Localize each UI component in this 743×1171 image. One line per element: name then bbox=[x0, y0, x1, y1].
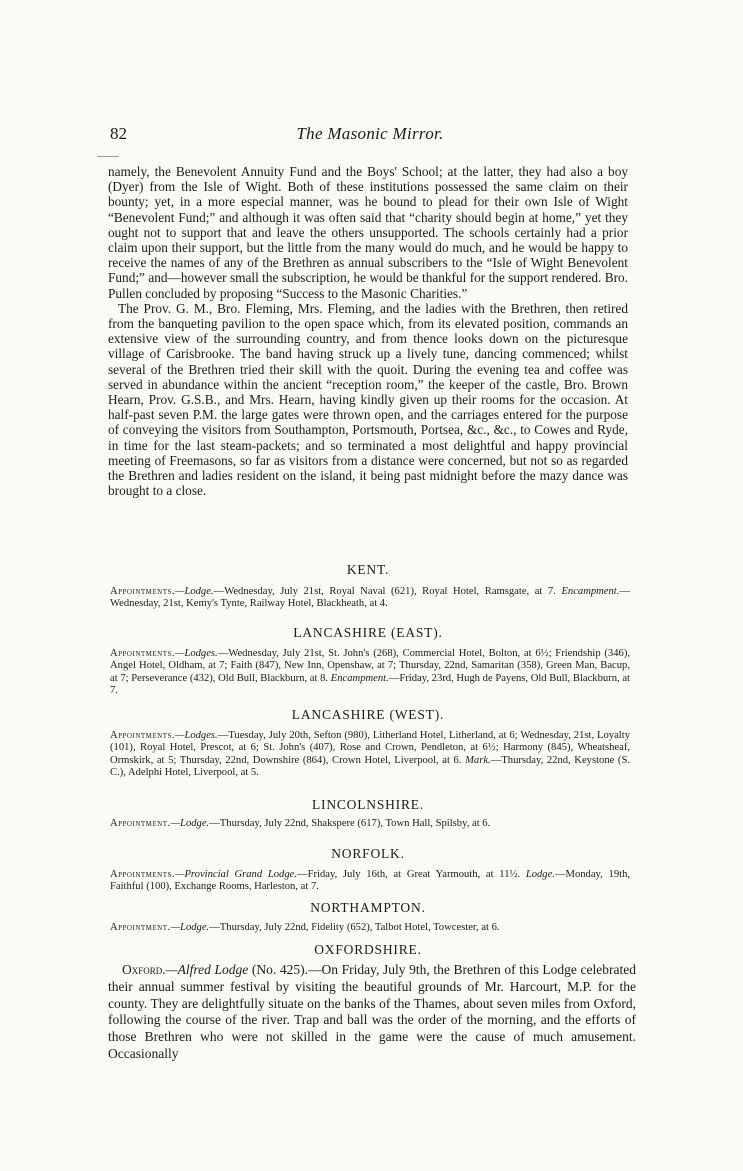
notice-lancashire-west: Appointments.—Lodges.—Tuesday, July 20th, Sefton (980), Litherland Hotel, Litherland, at 6; Wednesday, 21st, Loyalty (101), Royal Hotel, Prescot, at 6; St. John's (407), Rose and Crown, Pendleton, at 6½; Harmony (845), Wheatsheaf, Ormskirk, at 5; Thursday, 22nd, Downshire (864), Crown Hotel, Liverpool, at 6. Mark.—Thursday, 22nd, Keystone (S. C.), Adelphi Hotel, Liverpool, at 5. bbox=[110, 730, 630, 779]
paragraph-2: The Prov. G. M., Bro. Fleming, Mrs. Fleming, and the ladies with the Brethren, then retired from the banqueting pavilion to the open space which, from its elevated position, commands an extensive view of the surrounding country, and from thence looks down on the picturesque village of Carisbrooke. The band having struck up a lively tune, dancing commenced; whilst several of the Brethren tried their skill with the quoit. During the evening tea and coffee was served in abundance within the ancient “reception room,” the keeper of the castle, Bro. Brown Hearn, Prov. G.S.B., and Mrs. Hearn, having kindly given up their rooms for the occasion. At half-past seven P.M. the large gates were thrown open, and the carriages entered for the purpose of conveying the visitors from Southampton, Portsmouth, Portsea, &c., &c., to Cowes and Ryde, in time for the last steam-packets; and so terminated a most delightful and happy provincial meeting of Freemasons, so far as visitors from a distance were concerned, but not so as regarded the Brethren and ladies resident on the island, it being past midnight before the mazy dance was brought to a close. bbox=[108, 300, 628, 499]
section-heading-lancashire-east: LANCASHIRE (EAST). bbox=[293, 625, 443, 640]
section-heading-oxfordshire: OXFORDSHIRE. bbox=[314, 942, 422, 957]
header-rule bbox=[97, 156, 119, 157]
paragraph-1: namely, the Benevolent Annuity Fund and the Boys' School; at the latter, they had also a boy (Dyer) from the Isle of Wight. Both of these institutions possessed the same claim on their bounty; yet, in a more especial manner, was he bound to plead for their own Isle of Wight “Benevolent Fund;” and although it was often said that “charity should begin at home,” yet they ought not to support that and leave the others unsupported. The schools certainly had a prior claim upon their support, but the little from the many would do much, and he would be happy to receive the names of any of the Brethren as annual subscribers to the “Isle of Wight Benevolent Fund;” and—however small the subscription, he would be thankful for the support rendered. Bro. Pullen concluded by proposing “Success to the Masonic Charities.” bbox=[108, 164, 628, 301]
running-title: The Masonic Mirror. bbox=[296, 124, 444, 143]
notice-northampton: Appointment.—Lodge.—Thursday, July 22nd, Fidelity (652), Talbot Hotel, Towcester, at 6. bbox=[110, 922, 500, 933]
section-heading-northampton: NORTHAMPTON. bbox=[310, 900, 426, 915]
notice-lancashire-east: Appointments.—Lodges.—Wednesday, July 21st, St. John's (268), Commercial Hotel, Bolton, at 6½; Friendship (346), Angel Hotel, Oldham, at 7; Faith (847), New Inn, Openshaw, at 7; Thursday, 22nd, Samaritan (358), Green Man, Bacup, at 7; Perseverance (432), Old Bull, Blackburn, at 8. Encampment.—Friday, 23rd, Hugh de Payens, Old Bull, Blackburn, at 7. bbox=[110, 648, 630, 697]
section-heading-lancashire-west: LANCASHIRE (WEST). bbox=[291, 707, 445, 722]
section-heading-lincolnshire: LINCOLNSHIRE. bbox=[311, 797, 425, 812]
page-header bbox=[110, 124, 630, 148]
notice-lincolnshire: Appointment.—Lodge.—Thursday, July 22nd, Shakspere (617), Town Hall, Spilsby, at 6. bbox=[110, 818, 491, 829]
section-heading-norfolk: NORFOLK. bbox=[331, 846, 405, 861]
article-body bbox=[108, 164, 628, 498]
notice-norfolk: Appointments.—Provincial Grand Lodge.—Friday, July 16th, at Great Yarmouth, at 11½. Lodge.—Monday, 19th, Faithful (100), Exchange Rooms, Harleston, at 7. bbox=[110, 869, 631, 893]
notice-kent: Appointments.—Lodge.—Wednesday, July 21st, Royal Naval (621), Royal Hotel, Ramsgate, at 7. Encampment.—Wednesday, 21st, Kemy's Tynte, Railway Hotel, Blackheath, at 4. bbox=[110, 586, 630, 610]
oxfordshire-report: Oxford.—Alfred Lodge (No. 425).—On Friday, July 9th, the Brethren of this Lodge celebrated their annual summer festival by visiting the beautiful grounds of Mr. Harcourt, M.P. for the county. They are delightfully situate on the banks of the Thames, about seven miles from Oxford, following the course of the river. Trap and ball was the order of the morning, and the efforts of those Brethren who were not skilled in the game were the cause of much amusement. Occasionally bbox=[108, 962, 636, 1061]
page-number: 82 bbox=[110, 124, 127, 143]
section-heading-kent: KENT. bbox=[346, 562, 390, 577]
